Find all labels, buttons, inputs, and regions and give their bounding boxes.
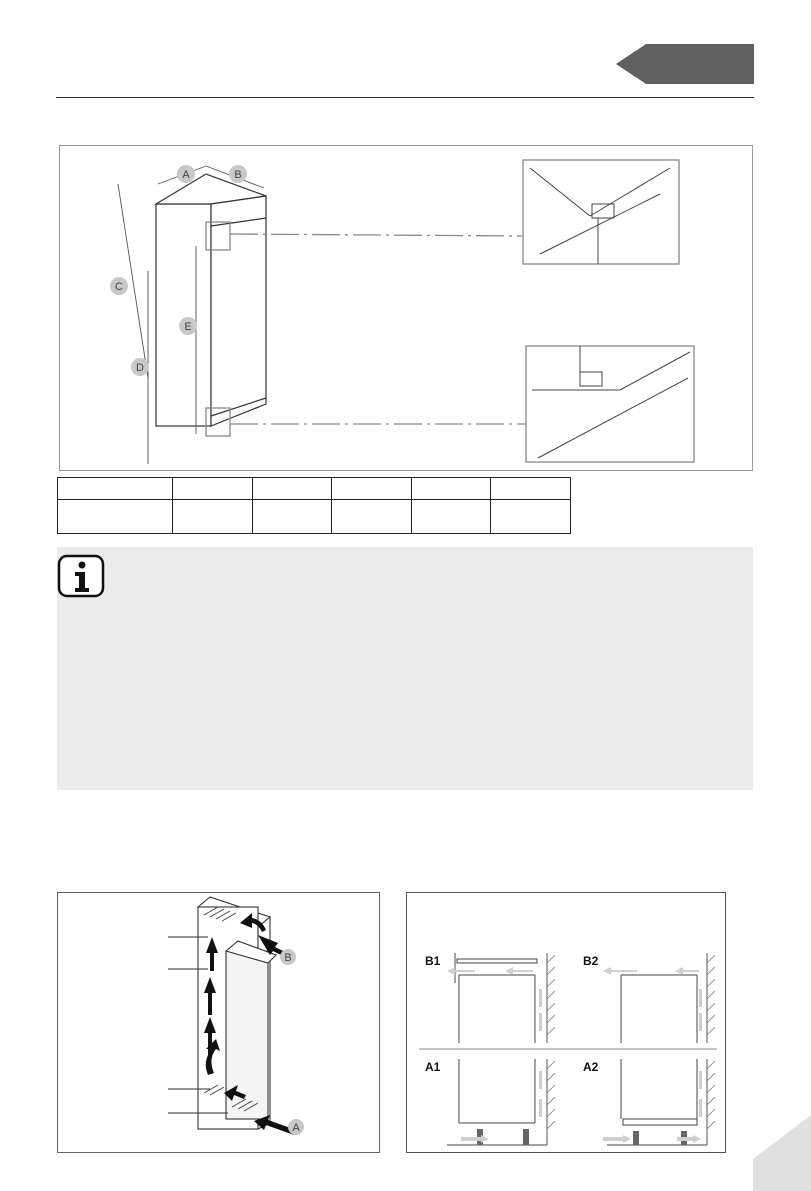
table-cell bbox=[173, 478, 253, 500]
table-cell bbox=[491, 500, 571, 534]
table-cell bbox=[58, 478, 173, 500]
label-e: E bbox=[184, 321, 192, 333]
table-cell bbox=[253, 478, 332, 500]
variant-label-b2: B2 bbox=[583, 954, 599, 968]
dimension-table bbox=[57, 477, 571, 534]
variant-label-a1: A1 bbox=[425, 1060, 441, 1074]
ventilation-airflow-figure bbox=[57, 892, 380, 1153]
label-c: C bbox=[115, 281, 123, 293]
appliance-dimension-figure bbox=[59, 145, 753, 471]
info-icon bbox=[57, 553, 107, 601]
installation-variants-figure bbox=[406, 892, 726, 1153]
info-note-panel bbox=[57, 547, 753, 790]
airflow-label-b: B bbox=[284, 952, 292, 964]
table-cell bbox=[332, 500, 412, 534]
header-rule bbox=[56, 97, 754, 98]
airflow-label-a: A bbox=[292, 1122, 300, 1134]
table-cell bbox=[58, 500, 173, 534]
label-b: B bbox=[234, 169, 242, 181]
language-tab bbox=[616, 44, 754, 84]
table-cell bbox=[412, 478, 491, 500]
variant-label-b1: B1 bbox=[425, 954, 441, 968]
label-a: A bbox=[182, 169, 190, 181]
table-cell bbox=[412, 500, 491, 534]
table-cell bbox=[173, 500, 253, 534]
table-cell bbox=[253, 500, 332, 534]
label-d: D bbox=[136, 362, 144, 374]
variant-label-a2: A2 bbox=[583, 1060, 599, 1074]
table-cell bbox=[491, 478, 571, 500]
table-cell bbox=[332, 478, 412, 500]
page-corner-mark bbox=[753, 1115, 811, 1191]
